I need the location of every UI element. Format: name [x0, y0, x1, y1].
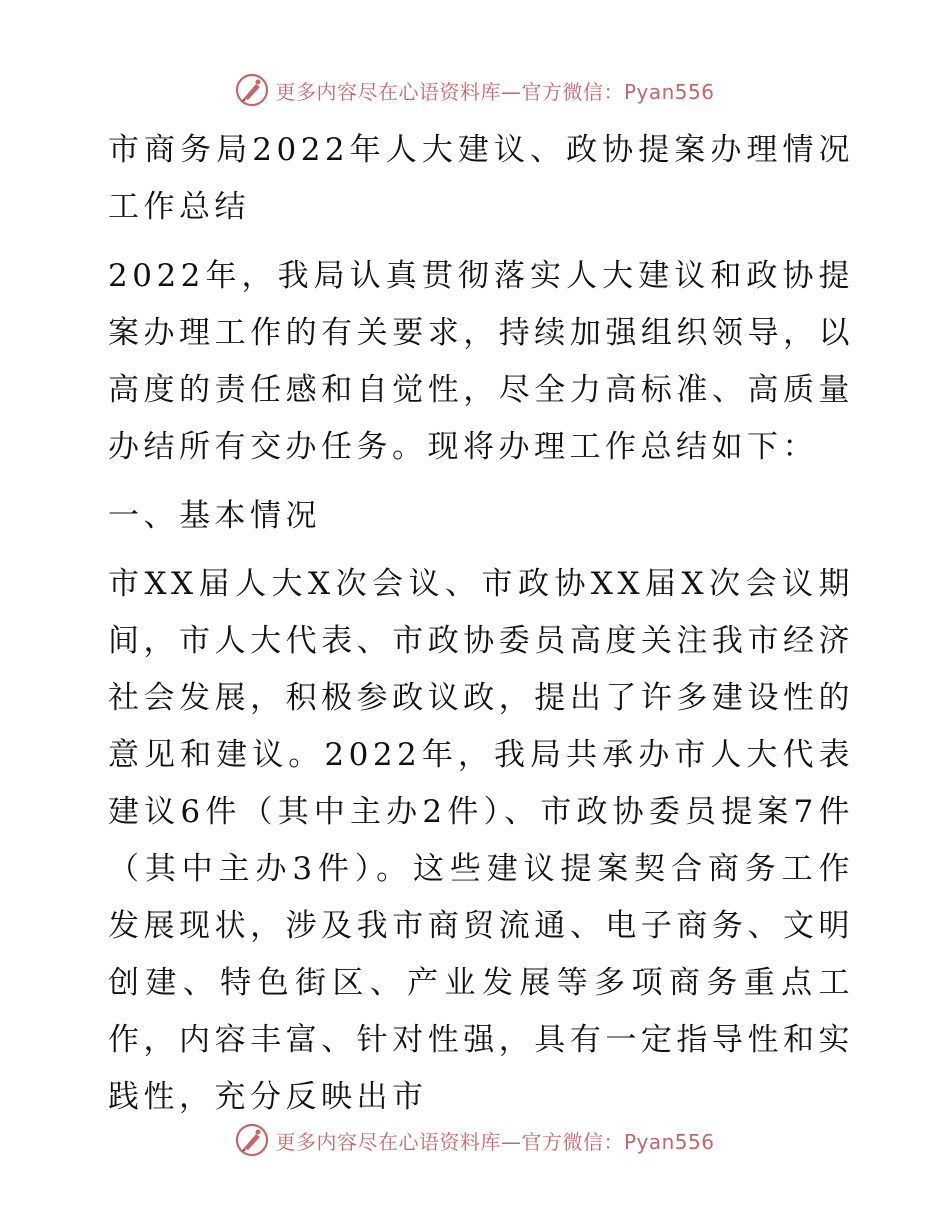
intro-paragraph: 2022年，我局认真贯彻落实人大建议和政协提案办理工作的有关要求，持续加强组织领导，以高度的责任感和自觉性，尽全力高标准、高质量办结所有交办任务。现将办理工作总结如下： [108, 258, 854, 465]
document-title: 市商务局2022年人大建议、政协提案办理情况工作总结 [108, 132, 854, 225]
pen-logo-icon [235, 1123, 269, 1157]
watermark-footer [0, 1120, 950, 1160]
pen-logo-icon [235, 73, 269, 107]
watermark-text: 更多内容尽在心语资料库—官方微信：Pyan556 [275, 79, 715, 104]
section-paragraph: 市XX届人大X次会议、市政协XX届X次会议期间，市人大代表、市政协委员高度关注我市经济社会发展，积极参政议政，提出了许多建设性的意见和建议。2022年，我局共承办市人大代表建议6件（其中主办2件）、市政协委员提案7件（其中主办3件）。这些建议提案契合商务工作发展现状，涉及我市商贸流通、电子商务、文明创建、特色街区、产业发展等多项商务重点工作，内容丰富、针对性强，具有一定指导性和实践性，充分反映出市 [108, 566, 854, 1115]
section-heading: 一、基本情况 [108, 498, 321, 534]
watermark-text: 更多内容尽在心语资料库—官方微信：Pyan556 [275, 1129, 715, 1154]
watermark-header [0, 70, 950, 110]
document-body [98, 122, 854, 1126]
